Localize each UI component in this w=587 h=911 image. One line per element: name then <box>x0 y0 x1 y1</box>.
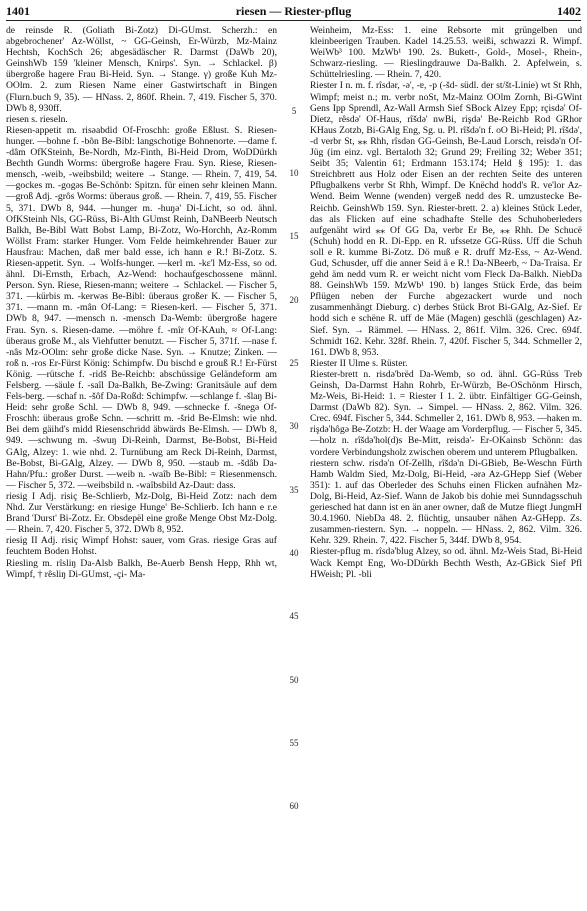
entry-paragraph: riesig II Adj. risiç Wimpf Hohst: sauer, vom Gras. riesige Gras auf feuchtem Boden Hohst. <box>6 535 277 558</box>
line-number: 25 <box>289 358 299 368</box>
line-number: 55 <box>289 738 299 748</box>
entry-paragraph: Riester-brett n. risdə'brëd Da-Wemb, so od. ähnl. GG-Rüss Treb Geinsh, Da-Darmst Hahn Rohrb, Er-Würzb, Be-OSchönm Hirsch, Mz-Weis, Bi-Heid: 1. = Riester I 1. 2. übtr. Einfältiger GG-Geinsh, Darmst (DaWb 82). Syn. → Simpel. — HNass. 2, 862. Vilm. 326. Crec. 694f. Fischer 5, 344. Schmeller 2, 161. DWb 8, 953. —haken m. rişdə'hôgə Be-Zotzb: H. der Waage am Vorderpflug. — Fischer 5, 345. —holz n. rîšdə'hol(d)s Be-Mitt, reisdə'- Er-OKainsb Schönn: das vordere Verbindungsholz zwischen oberem und unterem Pflugbalken. <box>310 368 582 458</box>
line-number: 50 <box>289 675 299 685</box>
line-number: 45 <box>289 611 299 621</box>
entry-paragraph: Riesen-appetit m. risəabdid Of-Froschh: große Eßlust. S. Riesen-hunger. —bohne f. -bõn Be-Bibl: langschotige Bohnenorte. —dame f. -dâm OfKSteinh, Be-Nordh, Mz-Finth, Bi-Heid Drom, WoDDürkh Bechth Gundh Worms: übergroße hagere Frau. Syn. Riese, Riesen-mensch, -weib, -weibsbild; weitere → Stange. — Rhein. 7, 419, 54. —gockes m. -gogəs Be-Schönb: Spitzn. für einen sehr kleinen Mann. —groß Adj. -grôs Worms: überaus groß. — Rhein. 7, 419, 55. Fischer 5, 371. DWb 8, 944. —hunger m. -huŋə' Di-Licht, so od. ähnl. OfKSteinh Nls, GG-Rüss, Bi-Alth GUmst Reinh, DaNBeerb Neutsch Balkh, Be-Bibl Watt Bobst Lamp, Bi-Zotz, Wo-Horchh, Az-Romm Wöllst Fram: starker Hunger. Vom Felde heimkehrender Bauer zur Hausfrau: Machen, daß mer bald esse, ich hann e R.! Bi-Zotz. S. Riesen-appetit. Syn. → Wolfs-hunger. —kerl m. -kε'l Mz-Ess, so od. ähnl. Di-Ernsth, Erbach, Az-Wend: hochaufgeschossene männl. Person. Syn. Riese, Riesen-mann; weitere → Schlackel. — Fischer 5, 371. —kürbis m. -kerwəs Be-Bibl: überaus großer K. — Fischer 5, 371. —mann m. -mân Of-Lang: = Riesen-kerl. — Fischer 5, 371. DWb 8, 947. —mensch n. -mensch Da-Wemb: übergroße hagere Frau. Syn. s. Riesen-dame. —möhre f. -mîr Of-KAuh, ≈ Of-Lang: überaus große M., als Viehfutter benutzt. — Fischer 5, 371f. —nase f. -nâs Mz-OOlm: sehr große dicke Nase. Syn. → Knutze; Zinken. —roß n. -ros Er-Fürst König: Schimpfw. Du bischd e grouß R.! Er-Fürst König. —rütsche f. -ridš Be-Reichb: abschüssige Geländeform am Felsberg. —säule f. -saîl Da-Balkh, Be-Zwing: Granitsäule auf dem Fels-berg. —schaf n. -šôf Da-Roßd: Schimpfw. —schlange f. -šlaŋ Bi-Heid: sehr große Schl. — DWb 8, 949. —schnecke f. -šnegə Of-Froschh: überaus große Schn. —schritt m. -šrid Be-Elmsh: wie nhd. Bei dem gäihd's midd Riesenschridd äbwärds Be-Elmsh. — DWb 8, 949. —schwung m. -šwuŋ Di-Reinh, Darmst, Be-Bobst, Bi-Heid GAlg, Alzey: 1. wie nhd. 2. Turnübung am Reck Di-Reinh, Darmst, Be-Bobst, Bi-GAlg, Alzey. — DWb 8, 950. —staub m. -šdâb Da-Hahn/Pfu.: großer Durst. —weib n. -waîb Be-Bibl: = Riesenmensch. — Fischer 5, 372. —weibsbild n. -waîbsbild Az-Daut: dass. <box>6 124 277 491</box>
entry-paragraph: riesig I Adj. risiç Be-Schlierb, Mz-Dolg, Bi-Heid Zotz: nach dem Nhd. Zur Verstärkung: en riesige Hunge' Be-Schlierb. Ich hann e r.e Brand 'Durst' Bi-Zotz. Er. Obsdepël eine große Menge Obst Mz-Dolg. — Rhein. 7, 420. Fischer 5, 372. DWb 8, 952. <box>6 490 277 536</box>
page-number-left: 1401 <box>6 4 30 18</box>
header-rule <box>6 20 581 21</box>
entry-paragraph: Riester I n. m. f. rîsdər, -ə', -ɐ, -p (-šd- südl. der st/št-Linie) wt St Rhh, Wimpf; meist n.; m. verbr noSt, Mz-Mainz OOlm Zornh, Bi-GWint Gens Ipp Sprendl, Az-Wall Armsh Sief SBock Alzey Epp; rçisdə' Of-Dietz, rêsdə' Of-Haus, rîšdə' nwBi, rişdə' Be-Reichb Rod GRhor KHaus Zotzb, Bi-GAlg Eng, Sg. u. Pl. rîšdə'n f. oO Bi-Heid; Pl. rîšdə', -d verbr St, ⁎⁎ Rhh, rîsdən GG-Geinsh, Be-Laud Lorsch, reisdə'n Of-Jüg (im einz. vgl. Bertaloth 32; Grund 29; Freiling 32; Weber 351; Seibt 35; Valentin 61; Erdmann 153.174; Held § 195): 1. das Streichbrett aus Holz oder Eisen an der rechten Seite des unteren Pflugbalkens verbr St Rhh, Wimpf. De Knëchd hodd's R. ve'lor Az-Wend. Beim Wenne (wenden) vergeß nedd des R. umzustecke Be-Reichb. GeinshWb 159. Syn. Riester-brett. 2. a) kleines Stück Leder, das als Flicken auf eine schadhafte Stelle des Schuhoberleders aufgenäht wird ⁎⁎ Of GG Da, verbr Er Be, ⁎⁎ Rhh. De Schucë (Schuh) hodd en R. Di-Epp. en R. ufssetze GG-Rüss. Uff die Schuh soll e R. kumme Bi-Zotz. Dö muß e R. druff Mz-Ess, ~ Az-Wend. Gud, Schusder, uff die anner Seid ä e R.! Da-NBeerb, ~ Da-Traisa. Er gehd äm nedd vum R. er weicht nicht vom Fleck Da-Balkh. NiebDa 88. GeinshWb 159. MzWb¹ 190. b) langes Stück Erde, das beim Pflügen neben der Furche abgezackert wurde und noch zusammenhängt Dieburg. c) derbes Stück Brot Bi-GAlg, Az-Sief. Er hodd sich e schëne R. uff de Mäe (Magen) geschlä (geschlagen) Az-Sief. Syn. → Rämmel. — HNass. 2, 861f. Vilm. 326. Crec. 694f. Schmidt 162. Kehr. 328f. Rhein. 7, 420f. Fischer 5, 344. Schmeller 2, 161. DWb 8, 953. <box>310 80 582 358</box>
entry-paragraph: Riester II Ulme s. Rüster. <box>310 357 408 369</box>
entry-paragraph: Riesling m. rîsliŋ Da-Alsb Balkh, Be-Auerb Bensh Hepp, Rhh wt, Wimpf, † rêsliŋ Di-GUmst, -çi- Ma- <box>6 557 277 580</box>
line-number: 20 <box>289 295 299 305</box>
entry-paragraph: de reinsde R. (Goliath Bi-Zotz) Di-GUmst. Scherzh.: en abgebrochener' Az-Wöllst, ~ GG-Geinsh, Er-Würzb, Mz-Mainz Hechtsh, KochSch 26; abgesädäscher R. Darmst (DaWb 20), GeinshWb 159 'kleiner Mensch, Knirps'. Syn. → Schlackel. β) übergroße hagere Frau Bi-Heid. Syn. → Stange. γ) große Kuh Mz-OOlm. 2. zum Riesen Name einer Gastwirtschaft in Bingen (Flurn.buch 9, 35). — HNass. 2, 860f. Rhein. 7, 419. Fischer 5, 370. DWb 8, 930ff. <box>6 25 277 114</box>
page-header <box>6 4 581 20</box>
line-number-gutter <box>282 25 306 905</box>
running-title: riesen — Riester-pflug <box>235 4 352 18</box>
entry-paragraph: Weinheim, Mz-Ess: 1. eine Rebsorte mit grüngelben und kleinbeerigen Trauben. Kadel 14.25.53. weißi, schwazzi R. Wimpf. WeiWb³ 100. MzWb¹ 190. 2s. Bukett-, Gold-, Mosel-, Rhein-, Schwarz-riesling. — Rieslingdrauwe Da-Balkh. 2. Apfelwein, s. Schüttelriesling. — Rhein. 7, 420. <box>310 25 582 81</box>
line-number: 15 <box>289 231 299 241</box>
entry-paragraph: riestern schw. risdə'n Of-Zellh, rîšdə'n Di-GBieb, Be-Weschn Fürth Hamb Waldm Sied, Mz-Dolg, Bi-Heid, -ərə Az-GHepp Sief (Weber 351): 1. auf das Oberleder des Schuhs einen Flicken aufnähen Mz-Dolg, Bi-Heid, Az-Sief. Wann de Jakob bis dohie mei Sunndagsschuh geriesched hat dann ist en än aner owner, daß de Mutze fliegt JungmH 30.4.1960. NiebDa 48. 2. flüchtig, unsauber nähen Az-GHepp. Zs. zusammen-riestern. Syn. → noppeln. — HNass. 2, 862. Vilm. 326. Kehr. 329. Rhein. 7, 422. Fischer 5, 344f. DWb 8, 954. <box>310 457 582 547</box>
left-column <box>6 25 277 905</box>
line-number: 40 <box>289 548 299 558</box>
line-number: 60 <box>289 801 299 811</box>
entry-paragraph: Riester-pflug m. rîsdə'blug Alzey, so od. ähnl. Mz-Weis Stad, Bi-Heid Wack Kempt Eng, Wo-DDürkh Bechth Westh, Az-GBick Sief Pfl HWeish; Pl. -bli <box>310 546 582 580</box>
page-number-right: 1402 <box>557 4 581 18</box>
right-column <box>310 25 582 905</box>
entry-paragraph: riesen s. rieseln. <box>6 113 68 125</box>
line-number: 30 <box>289 421 299 431</box>
line-number: 10 <box>289 168 299 178</box>
line-number: 35 <box>289 485 299 495</box>
line-number: 5 <box>291 106 297 116</box>
